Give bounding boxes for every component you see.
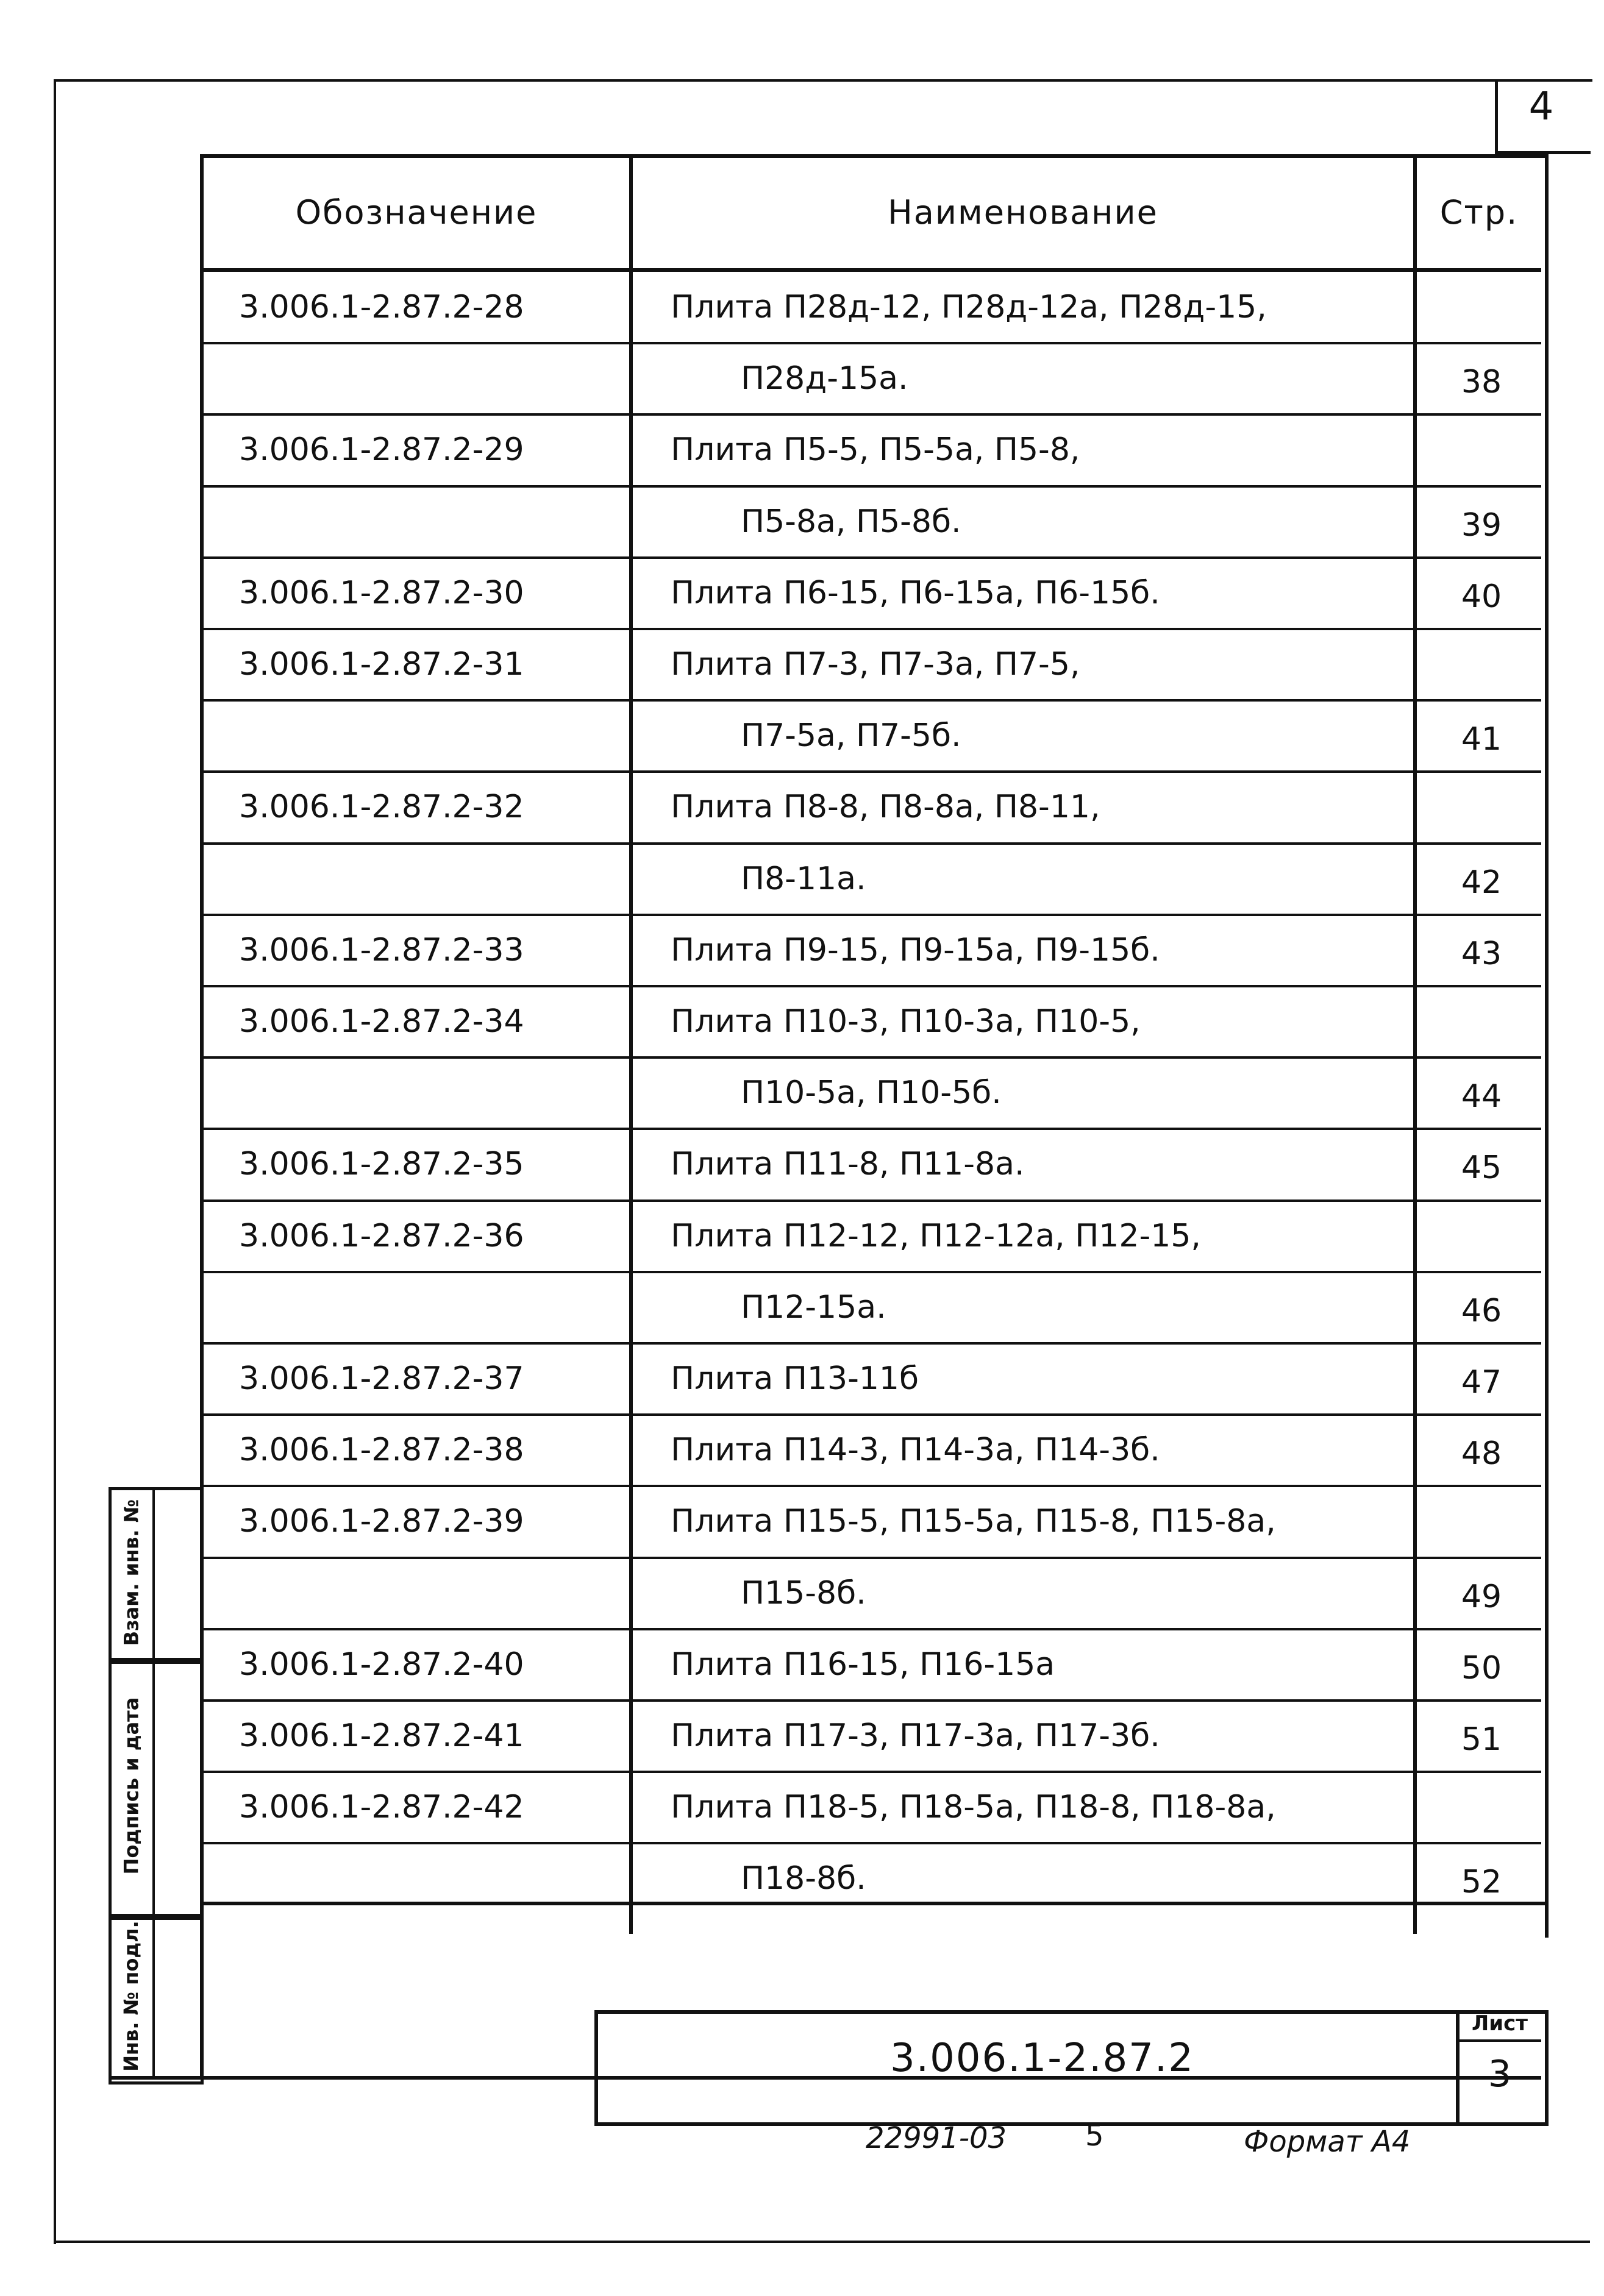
list-number: 3 xyxy=(1488,2053,1512,2095)
header-page: Стр. xyxy=(1439,193,1519,232)
row-code: 3.006.1-2.87.2-29 xyxy=(239,432,524,469)
row-divider xyxy=(204,1771,1541,1773)
row-code: 3.006.1-2.87.2-37 xyxy=(239,1360,524,1397)
row-divider xyxy=(204,342,1541,344)
row-name: П8-11а. xyxy=(741,860,866,897)
row-name: Плита П9-15, П9-15а, П9-15б. xyxy=(671,931,1160,969)
row-divider xyxy=(204,1056,1541,1059)
row-page: 47 xyxy=(1461,1364,1502,1401)
row-code: 3.006.1-2.87.2-28 xyxy=(239,289,524,325)
row-divider xyxy=(204,628,1541,630)
row-name: Плита П16-15, П16-15а xyxy=(671,1646,1055,1683)
row-divider xyxy=(204,1557,1541,1559)
row-name: Плита П15-5, П15-5а, П15-8, П15-8а, xyxy=(671,1503,1276,1540)
header-underline xyxy=(204,268,1541,272)
row-name: Плита П17-3, П17-3а, П17-3б. xyxy=(671,1718,1160,1754)
row-code: 3.006.1-2.87.2-36 xyxy=(239,1217,524,1254)
row-name: П15-8б. xyxy=(741,1574,866,1612)
row-code: 3.006.1-2.87.2-31 xyxy=(239,646,524,683)
row-page: 45 xyxy=(1461,1150,1502,1187)
row-divider xyxy=(204,1200,1541,1202)
row-name: Плита П11-8, П11-8а. xyxy=(671,1146,1025,1183)
row-page: 50 xyxy=(1461,1649,1502,1686)
row-page: 43 xyxy=(1461,935,1502,972)
row-code: 3.006.1-2.87.2-38 xyxy=(239,1432,524,1469)
row-name: Плита П18-5, П18-5а, П18-8, П18-8а, xyxy=(671,1789,1276,1826)
row-page: 48 xyxy=(1461,1435,1502,1473)
row-name: Плита П14-3, П14-3а, П14-3б. xyxy=(671,1432,1160,1469)
document-code: 3.006.1-2.87.2 xyxy=(890,2036,1194,2081)
list-label: Лист xyxy=(1472,2011,1528,2036)
row-name: Плита П28д-12, П28д-12а, П28д-15, xyxy=(671,289,1267,325)
row-divider xyxy=(204,770,1541,773)
row-code: 3.006.1-2.87.2-30 xyxy=(239,574,524,611)
stamp-divider xyxy=(152,1487,155,2078)
row-name: П10-5а, П10-5б. xyxy=(741,1075,1002,1112)
row-page: 51 xyxy=(1461,1721,1502,1758)
row-divider xyxy=(204,1485,1541,1487)
column-divider-code xyxy=(629,154,633,1934)
row-divider xyxy=(204,985,1541,987)
page-bottom-rule xyxy=(54,2241,1590,2243)
row-page: 46 xyxy=(1461,1292,1502,1329)
row-divider xyxy=(204,1628,1541,1630)
row-divider xyxy=(204,842,1541,845)
table-bottom-line xyxy=(200,1902,1545,1905)
footer-page: 5 xyxy=(1085,2119,1104,2153)
paper-format: Формат А4 xyxy=(1244,2125,1411,2159)
header-name: Наименование xyxy=(888,193,1158,232)
archive-number: 22991-03 xyxy=(866,2121,1007,2155)
row-name: П5-8а, П5-8б. xyxy=(741,503,961,540)
row-page: 39 xyxy=(1461,506,1502,544)
row-code: 3.006.1-2.87.2-32 xyxy=(239,789,524,826)
row-name: Плита П5-5, П5-5а, П5-8, xyxy=(671,432,1080,469)
row-name: П18-8б. xyxy=(741,1860,866,1897)
row-page: 52 xyxy=(1461,1864,1502,1901)
stamp-podpis-label: Подпись и дата xyxy=(119,1697,143,1875)
row-page: 42 xyxy=(1461,864,1502,901)
row-name: Плита П8-8, П8-8а, П8-11, xyxy=(671,789,1100,826)
row-divider xyxy=(204,1128,1541,1130)
row-name: П7-5а, П7-5б. xyxy=(741,717,961,755)
frame-left-lower xyxy=(200,1902,204,2078)
header-code: Обозначение xyxy=(295,193,538,232)
row-page: 49 xyxy=(1461,1578,1502,1615)
row-name: Плита П10-3, П10-3а, П10-5, xyxy=(671,1003,1141,1040)
row-code: 3.006.1-2.87.2-33 xyxy=(239,931,524,969)
row-name: Плита П6-15, П6-15а, П6-15б. xyxy=(671,574,1160,611)
column-divider-page xyxy=(1413,154,1417,1934)
row-page: 40 xyxy=(1461,578,1502,615)
row-divider xyxy=(204,914,1541,916)
row-code: 3.006.1-2.87.2-35 xyxy=(239,1146,524,1183)
row-divider xyxy=(204,1699,1541,1702)
row-name: П12-15а. xyxy=(741,1288,886,1326)
row-name: Плита П12-12, П12-12а, П12-15, xyxy=(671,1217,1201,1254)
row-divider xyxy=(204,699,1541,702)
row-code: 3.006.1-2.87.2-34 xyxy=(239,1003,524,1040)
stamp-vzam-label: Взам. инв. № xyxy=(119,1499,143,1646)
row-page: 38 xyxy=(1461,364,1502,401)
list-label-underline xyxy=(1458,2039,1541,2042)
row-code: 3.006.1-2.87.2-39 xyxy=(239,1503,524,1540)
sheet-number: 4 xyxy=(1528,84,1554,129)
row-name: Плита П13-11б xyxy=(671,1360,919,1397)
row-name: Плита П7-3, П7-3а, П7-5, xyxy=(671,646,1080,683)
row-divider xyxy=(204,556,1541,559)
stamp-inv-label: Инв. № подл. xyxy=(119,1921,143,2072)
row-divider xyxy=(204,1842,1541,1844)
row-divider xyxy=(204,485,1541,488)
row-code: 3.006.1-2.87.2-41 xyxy=(239,1718,524,1754)
row-code: 3.006.1-2.87.2-42 xyxy=(239,1789,524,1826)
row-page: 41 xyxy=(1461,721,1502,758)
row-divider xyxy=(204,1271,1541,1273)
row-divider xyxy=(204,413,1541,416)
row-divider xyxy=(204,1413,1541,1416)
row-divider xyxy=(204,1342,1541,1345)
row-code: 3.006.1-2.87.2-40 xyxy=(239,1646,524,1683)
row-name: П28д-15а. xyxy=(741,360,908,397)
row-page: 44 xyxy=(1461,1078,1502,1115)
